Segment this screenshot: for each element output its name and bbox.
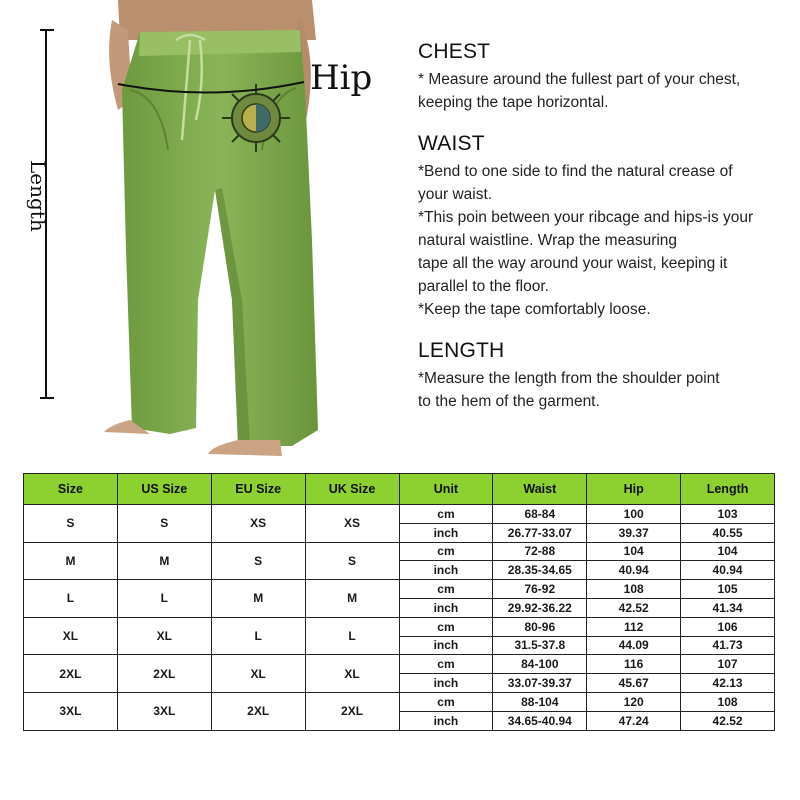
right-foot [208, 440, 282, 456]
cell-length: 42.13 [681, 674, 775, 693]
cell-us-size: L [117, 580, 211, 618]
cell-waist: 76-92 [493, 580, 587, 599]
hip-label: Hip [310, 58, 373, 98]
table-row [24, 542, 775, 561]
cell-uk-size: L [305, 617, 399, 655]
header-unit: Unit [399, 474, 493, 505]
cell-hip: 44.09 [587, 636, 681, 655]
cell-size: S [24, 505, 118, 543]
section-line: tape all the way around your waist, keeping it [418, 255, 728, 272]
cell-size: M [24, 542, 118, 580]
cell-waist: 28.35-34.65 [493, 561, 587, 580]
cell-hip: 112 [587, 617, 681, 636]
table-row [24, 580, 775, 599]
cell-hip: 39.37 [587, 523, 681, 542]
cell-unit: inch [399, 674, 493, 693]
cell-waist: 34.65-40.94 [493, 711, 587, 730]
cell-waist: 26.77-33.07 [493, 523, 587, 542]
cell-waist: 31.5-37.8 [493, 636, 587, 655]
measuring-guide [418, 40, 793, 431]
section-line: * Measure around the fullest part of your chest, [418, 71, 741, 88]
cell-unit: cm [399, 655, 493, 674]
cell-size: XL [24, 617, 118, 655]
section-line: parallel to the floor. [418, 278, 549, 295]
cell-eu-size: 2XL [211, 692, 305, 730]
section-line: natural waistline. Wrap the measuring [418, 232, 678, 249]
cell-hip: 40.94 [587, 561, 681, 580]
table-body [24, 505, 775, 731]
cell-hip: 116 [587, 655, 681, 674]
section-waist [418, 132, 793, 321]
section-line: *Measure the length from the shoulder point [418, 370, 720, 387]
cell-eu-size: L [211, 617, 305, 655]
cell-hip: 120 [587, 692, 681, 711]
cell-unit: cm [399, 617, 493, 636]
cell-size: L [24, 580, 118, 618]
section-length [418, 339, 793, 413]
cell-unit: inch [399, 636, 493, 655]
table-row [24, 617, 775, 636]
cell-length: 104 [681, 542, 775, 561]
cell-unit: inch [399, 523, 493, 542]
cell-us-size: 2XL [117, 655, 211, 693]
section-line: *This poin between your ribcage and hips-is your [418, 209, 754, 226]
cell-us-size: XL [117, 617, 211, 655]
cell-waist: 80-96 [493, 617, 587, 636]
cell-waist: 68-84 [493, 505, 587, 524]
cell-length: 106 [681, 617, 775, 636]
cell-hip: 42.52 [587, 598, 681, 617]
cell-us-size: 3XL [117, 692, 211, 730]
section-line: keeping the tape horizontal. [418, 94, 609, 111]
cell-unit: cm [399, 542, 493, 561]
header-eu-size: EU Size [211, 474, 305, 505]
section-line: to the hem of the garment. [418, 393, 600, 410]
cell-size: 2XL [24, 655, 118, 693]
cell-uk-size: S [305, 542, 399, 580]
cell-eu-size: XL [211, 655, 305, 693]
cell-unit: cm [399, 505, 493, 524]
cell-us-size: M [117, 542, 211, 580]
cell-unit: inch [399, 598, 493, 617]
section-heading: WAIST [418, 132, 485, 155]
header-us-size: US Size [117, 474, 211, 505]
length-label: Length [26, 160, 50, 232]
cell-uk-size: XS [305, 505, 399, 543]
cell-hip: 100 [587, 505, 681, 524]
cell-hip: 45.67 [587, 674, 681, 693]
cell-hip: 108 [587, 580, 681, 599]
sun-emblem [222, 84, 290, 152]
cell-unit: cm [399, 580, 493, 599]
header-size: Size [24, 474, 118, 505]
cell-unit: cm [399, 692, 493, 711]
section-heading: CHEST [418, 40, 491, 63]
cell-length: 40.55 [681, 523, 775, 542]
cell-hip: 104 [587, 542, 681, 561]
cell-length: 41.34 [681, 598, 775, 617]
cell-length: 107 [681, 655, 775, 674]
section-line: *Keep the tape comfortably loose. [418, 301, 651, 318]
cell-uk-size: M [305, 580, 399, 618]
header-waist: Waist [493, 474, 587, 505]
cell-uk-size: XL [305, 655, 399, 693]
cell-waist: 88-104 [493, 692, 587, 711]
cell-length: 41.73 [681, 636, 775, 655]
cell-length: 108 [681, 692, 775, 711]
section-chest [418, 40, 793, 114]
header-hip: Hip [587, 474, 681, 505]
table-header-row [24, 474, 775, 505]
cell-waist: 29.92-36.22 [493, 598, 587, 617]
header-length: Length [681, 474, 775, 505]
cell-eu-size: S [211, 542, 305, 580]
table-row [24, 505, 775, 524]
cell-hip: 47.24 [587, 711, 681, 730]
cell-unit: inch [399, 711, 493, 730]
cell-waist: 84-100 [493, 655, 587, 674]
section-line: your waist. [418, 186, 493, 203]
section-line: *Bend to one side to find the natural crease of [418, 163, 733, 180]
header-uk-size: UK Size [305, 474, 399, 505]
cell-size: 3XL [24, 692, 118, 730]
cell-us-size: S [117, 505, 211, 543]
cell-length: 105 [681, 580, 775, 599]
cell-length: 103 [681, 505, 775, 524]
cell-eu-size: M [211, 580, 305, 618]
cell-unit: inch [399, 561, 493, 580]
cell-length: 40.94 [681, 561, 775, 580]
cell-waist: 33.07-39.37 [493, 674, 587, 693]
waistband [139, 30, 301, 56]
table-row [24, 655, 775, 674]
size-chart-table [23, 473, 775, 731]
section-heading: LENGTH [418, 339, 505, 362]
cell-uk-size: 2XL [305, 692, 399, 730]
cell-eu-size: XS [211, 505, 305, 543]
cell-length: 42.52 [681, 711, 775, 730]
table-row [24, 692, 775, 711]
product-figure [0, 0, 400, 470]
cell-waist: 72-88 [493, 542, 587, 561]
